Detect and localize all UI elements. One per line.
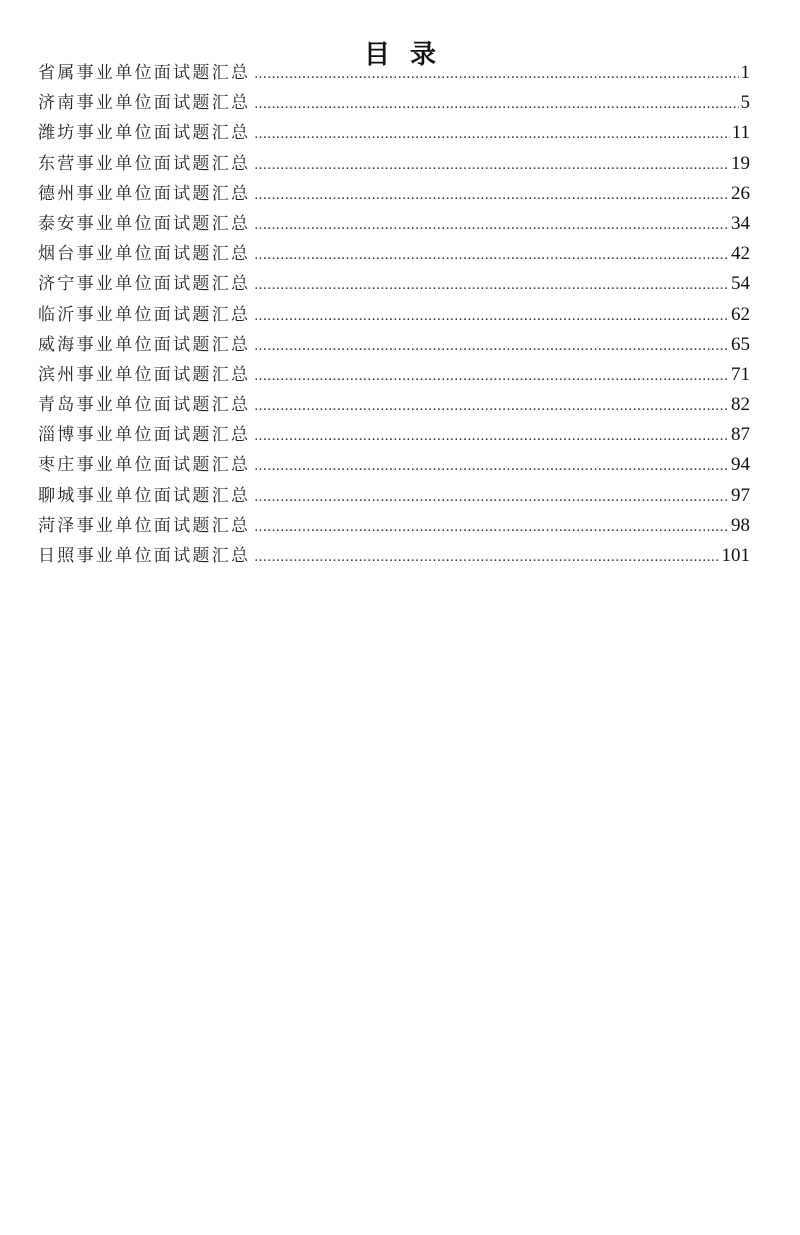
toc-entry-label: 泰安事业单位面试题汇总: [38, 213, 251, 234]
toc-entry[interactable]: [38, 420, 750, 450]
toc-entry[interactable]: [38, 88, 750, 118]
toc-entry-label: 滨州事业单位面试题汇总: [38, 364, 251, 385]
dot-leader: [254, 542, 719, 572]
toc-entry[interactable]: [38, 481, 750, 511]
toc-entry[interactable]: [38, 239, 750, 269]
toc-entry-label: 枣庄事业单位面试题汇总: [38, 455, 251, 476]
toc-entry[interactable]: [38, 269, 750, 299]
dot-leader: [254, 210, 729, 240]
toc-entry-page: 34: [731, 212, 750, 234]
toc-entry[interactable]: [38, 118, 750, 148]
toc-title: 目录: [363, 40, 456, 71]
toc-entry[interactable]: [38, 300, 750, 330]
toc-entry-label: 淄博事业单位面试题汇总: [38, 425, 251, 446]
toc-entry[interactable]: [38, 149, 750, 179]
toc-entry-label: 青岛事业单位面试题汇总: [38, 395, 251, 416]
toc-entry-page: 87: [731, 424, 750, 446]
toc-entry[interactable]: [38, 390, 750, 420]
toc-entry-label: 潍坊事业单位面试题汇总: [38, 123, 251, 144]
dot-leader: [254, 301, 729, 331]
dot-leader: [254, 270, 729, 300]
toc-entry-page: 97: [731, 484, 750, 506]
toc-entry-label: 东营事业单位面试题汇总: [38, 153, 251, 174]
toc-entry-label: 威海事业单位面试题汇总: [38, 334, 251, 355]
dot-leader: [254, 240, 729, 270]
toc-entry[interactable]: [38, 58, 750, 88]
toc-entry-label: 省属事业单位面试题汇总: [38, 63, 251, 83]
dot-leader: [254, 89, 738, 119]
toc-entry-page: 98: [731, 514, 750, 536]
toc-entry[interactable]: [38, 511, 750, 541]
toc-entry[interactable]: [38, 450, 750, 480]
toc-entry[interactable]: [38, 330, 750, 360]
toc-entry[interactable]: [38, 541, 750, 571]
dot-leader: [254, 512, 729, 542]
toc-entry-page: 11: [731, 122, 750, 144]
toc-entry-page: 42: [731, 243, 750, 265]
dot-leader: [254, 391, 729, 421]
toc-entry-page: 1: [740, 62, 750, 83]
toc-entry-page: 19: [731, 152, 750, 174]
toc-entry[interactable]: [38, 179, 750, 209]
dot-leader: [254, 421, 729, 451]
toc-entry-page: 62: [731, 303, 750, 325]
toc-list: [38, 58, 750, 571]
toc-entry-page: 54: [731, 273, 750, 295]
toc-entry[interactable]: [38, 360, 750, 390]
dot-leader: [254, 150, 729, 180]
dot-leader: [254, 451, 729, 481]
toc-entry-label: 济宁事业单位面试题汇总: [38, 274, 251, 295]
toc-entry-label: 菏泽事业单位面试题汇总: [38, 515, 251, 536]
toc-entry-page: 5: [740, 92, 750, 114]
toc-entry-page: 94: [731, 454, 750, 476]
toc-entry-label: 临沂事业单位面试题汇总: [38, 304, 251, 325]
dot-leader: [254, 180, 729, 210]
toc-entry-label: 德州事业单位面试题汇总: [38, 183, 251, 204]
dot-leader: [254, 361, 729, 391]
toc-entry-label: 日照事业单位面试题汇总: [38, 546, 251, 566]
dot-leader: [254, 59, 738, 89]
dot-leader: [254, 482, 729, 512]
toc-entry-label: 烟台事业单位面试题汇总: [38, 244, 251, 265]
toc-entry-page: 26: [731, 182, 750, 204]
toc-entry-page: 101: [721, 545, 750, 566]
dot-leader: [254, 119, 729, 149]
toc-entry-page: 82: [731, 394, 750, 416]
toc-entry-page: 65: [731, 333, 750, 355]
toc-entry-page: 71: [731, 363, 750, 385]
dot-leader: [254, 331, 729, 361]
toc-entry-label: 济南事业单位面试题汇总: [38, 93, 251, 114]
toc-entry-label: 聊城事业单位面试题汇总: [38, 485, 251, 506]
toc-entry[interactable]: [38, 209, 750, 239]
